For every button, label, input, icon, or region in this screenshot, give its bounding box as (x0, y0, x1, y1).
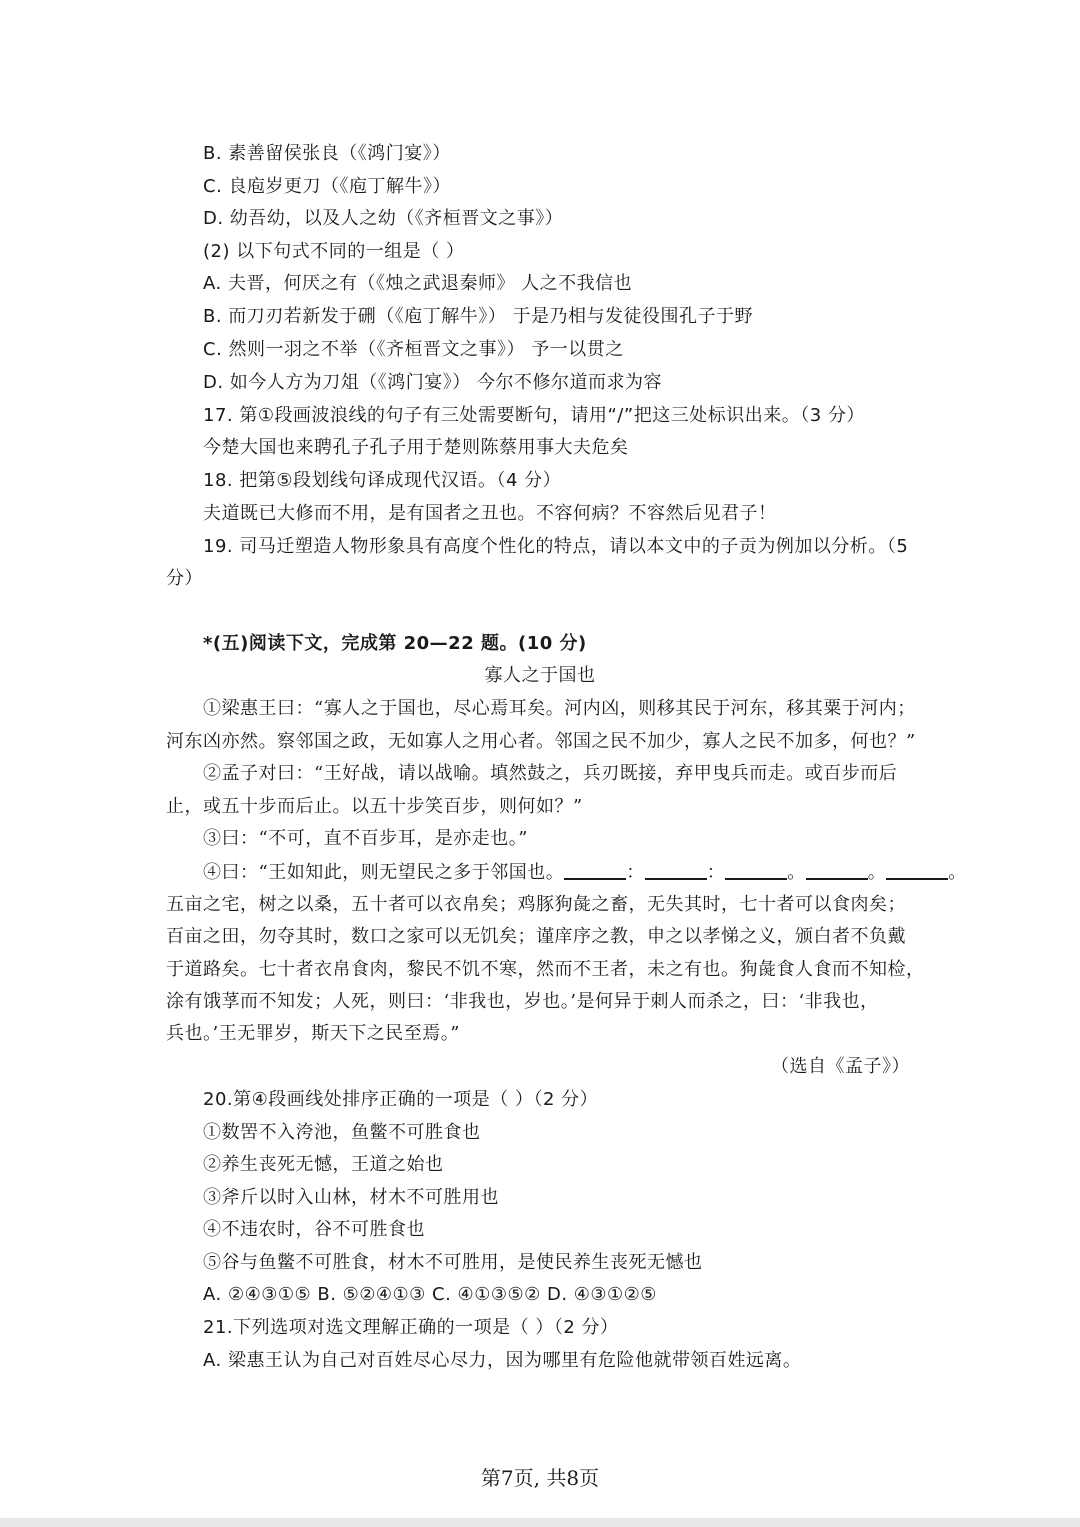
passage-p1-line2: 河东凶亦然。察邻国之政，无如寡人之用心者。邻国之民不加少，寡人之民不加多，何也？” (166, 731, 916, 752)
q20-item: ⑤谷与鱼鳖不可胜食，材木不可胜用，是使民养生丧死无憾也 (203, 1252, 703, 1273)
q20-stem: 20.第④段画线处排序正确的一项是（ ）（2 分） (203, 1089, 599, 1110)
q16-part2-stem: (2) 以下句式不同的一组是（ ） (203, 241, 465, 262)
answer-blank-2[interactable] (645, 860, 707, 880)
blank-separator: ： (626, 862, 645, 883)
q21-stem: 21.下列选项对选文理解正确的一项是（ ）（2 分） (203, 1317, 619, 1338)
passage-p4-intro (203, 860, 967, 885)
q19-stem-line2: 分） (166, 568, 203, 589)
section-heading: *(五)阅读下文，完成第 20—22 题。(10 分) (203, 633, 587, 654)
passage-p2-line1: ②孟子对曰：“王好战，请以战喻。填然鼓之，兵刃既接，弃甲曳兵而走。或百步而后 (203, 763, 898, 784)
q16-part2-option-b: B. 而刀刃若新发于硎（《庖丁解牛》） 于是乃相与发徒役围孔子于野 (203, 306, 754, 327)
q19-stem-line1: 19. 司马迁塑造人物形象具有高度个性化的特点，请以本文中的子贡为例加以分析。（5 (203, 536, 909, 557)
q18-text: 夫道既已大修而不用，是有国者之丑也。不容何病？不容然后见君子！ (203, 503, 777, 524)
passage-p1-line1: ①梁惠王曰：“寡人之于国也，尽心焉耳矣。河内凶，则移其民于河东，移其粟于河内； (203, 698, 916, 719)
passage-p2-line2: 止，或五十步而后止。以五十步笑百步，则何如？” (166, 796, 583, 817)
passage-p4-line: 于道路矣。七十者衣帛食肉，黎民不饥不寒，然而不王者，未之有也。狗彘食人食而不知检， (166, 959, 925, 980)
q20-item: ②养生丧死无憾，王道之始也 (203, 1154, 444, 1175)
q17-text: 今楚大国也来聘孔子孔子用于楚则陈蔡用事大夫危矣 (203, 437, 629, 458)
q20-item: ①数罟不入洿池，鱼鳖不可胜食也 (203, 1122, 481, 1143)
passage-p4-intro-text: ④曰：“王如知此，则无望民之多于邻国也。 (203, 862, 565, 883)
passage-p4-line: 兵也。’王无罪岁，斯天下之民至焉。” (166, 1023, 460, 1044)
answer-blank-3[interactable] (725, 860, 787, 880)
blank-separator: 。 (867, 862, 887, 883)
q16-part2-option-d: D. 如今人方为刀俎（《鸿门宴》） 今尔不修尔道而求为容 (203, 372, 663, 393)
q16-part2-option-a: A. 夫晋，何厌之有（《烛之武退秦师》 人之不我信也 (203, 273, 633, 294)
blank-separator: ： (706, 862, 726, 883)
q20-item: ④不违农时，谷不可胜食也 (203, 1219, 425, 1240)
passage-p4-line: 百亩之田，勿夺其时，数口之家可以无饥矣；谨庠序之教，申之以孝悌之义，颁白者不负戴 (166, 926, 906, 947)
q20-choices: A. ②④③①⑤ B. ⑤②④①③ C. ④①③⑤② D. ④③①②⑤ (203, 1284, 657, 1305)
page-footer: 第7页, 共8页 (480, 1466, 600, 1490)
blank-separator: 。 (787, 862, 806, 883)
blank-separator: 。 (948, 862, 967, 883)
q16-part2-option-c: C. 然则一羽之不举（《齐桓晋文之事》） 予一以贯之 (203, 339, 624, 360)
answer-blank-5[interactable] (886, 860, 948, 880)
passage-source: （选自《孟子》） (771, 1056, 910, 1077)
q16-option-c: C. 良庖岁更刀（《庖丁解牛》） (203, 176, 452, 197)
q21-option-a: A. 梁惠王认为自己对百姓尽心尽力，因为哪里有危险他就带领百姓远离。 (203, 1350, 802, 1371)
passage-title: 寡人之于国也 (484, 665, 596, 686)
passage-p3: ③曰：“不可，直不百步耳，是亦走也。” (203, 828, 528, 849)
q20-item: ③斧斤以时入山林，材木不可胜用也 (203, 1187, 499, 1208)
answer-blank-4[interactable] (806, 860, 868, 880)
q16-option-d: D. 幼吾幼，以及人之幼（《齐桓晋文之事》） (203, 208, 564, 229)
passage-p4-line: 五亩之宅，树之以桑，五十者可以衣帛矣；鸡豚狗彘之畜，无失其时，七十者可以食肉矣； (166, 894, 906, 915)
answer-blank-1[interactable] (564, 860, 626, 880)
passage-p4-line: 涂有饿莩而不知发；人死，则曰：‘非我也，岁也。’是何异于刺人而杀之，曰：‘非我也， (166, 991, 879, 1012)
q16-option-b: B. 素善留侯张良（《鸿门宴》） (203, 143, 451, 164)
q18-stem: 18. 把第⑤段划线句译成现代汉语。（4 分） (203, 470, 562, 491)
scan-bottom-edge (0, 1518, 1080, 1527)
q17-stem: 17. 第①段画波浪线的句子有三处需要断句，请用“/”把这三处标识出来。（3 分） (203, 405, 865, 426)
